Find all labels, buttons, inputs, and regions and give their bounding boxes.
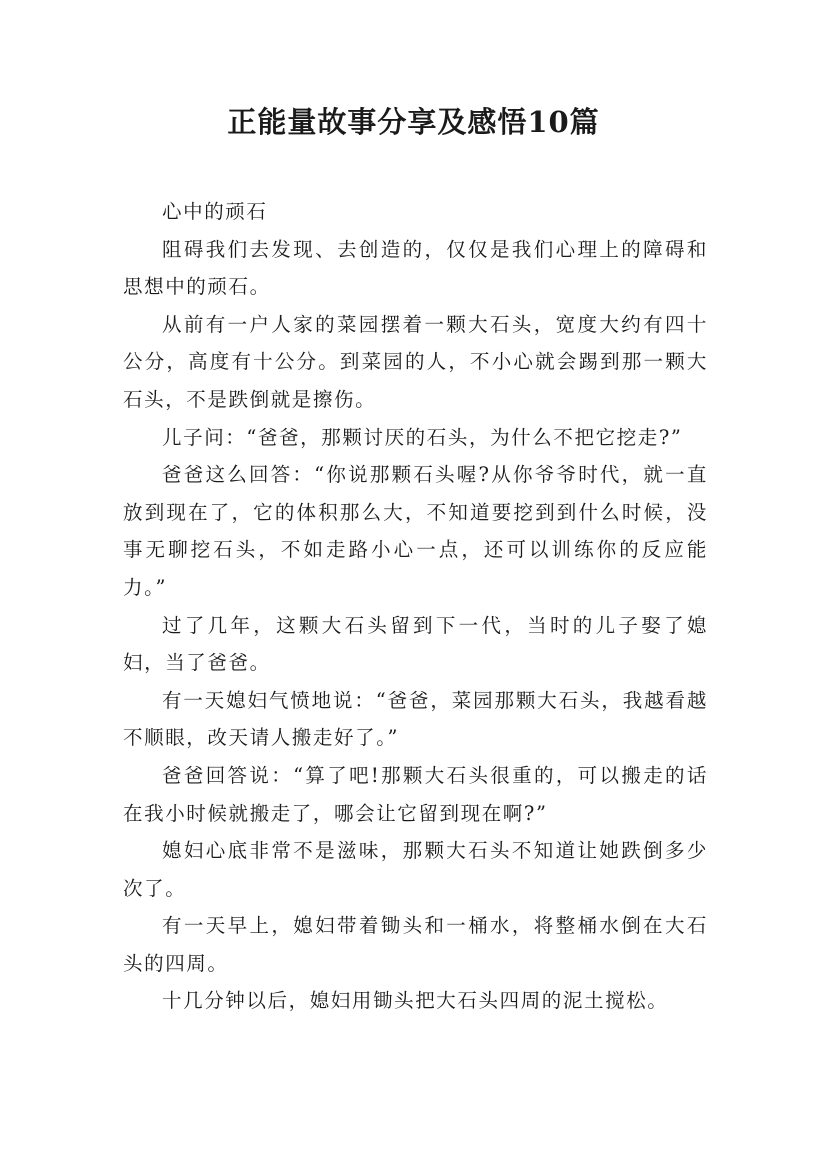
paragraph: 有一天媳妇气愤地说：“爸爸，菜园那颗大石头，我越看越不顺眼，改天请人搬走好了。” xyxy=(123,688,708,750)
paragraph: 过了几年，这颗大石头留到下一代，当时的儿子娶了媳妇，当了爸爸。 xyxy=(123,613,708,675)
paragraph: 十几分钟以后，媳妇用锄头把大石头四周的泥土搅松。 xyxy=(162,989,669,1013)
paragraph: 阻碍我们去发现、去创造的，仅仅是我们心理上的障碍和思想中的顽石。 xyxy=(123,237,708,299)
paragraph-heading: 心中的顽石 xyxy=(162,200,268,223)
paragraph: 有一天早上，媳妇带着锄头和一桶水，将整桶水倒在大石头的四周。 xyxy=(123,914,708,975)
paragraph: 儿子问：“爸爸，那颗讨厌的石头，为什么不把它挖走?” xyxy=(162,425,683,449)
document-title: 正能量故事分享及感悟10篇 xyxy=(227,105,600,139)
paragraph: 爸爸这么回答：“你说那颗石头喔?从你爷爷时代，就一直放到现在了，它的体积那么大，不知道要挖到到什么时候，没事无聊挖石头，不如走路小心一点，还可以训练你的反应能力。” xyxy=(123,463,708,599)
document-body xyxy=(123,193,708,1020)
paragraph: 爸爸回答说：“算了吧!那颗大石头很重的，可以搬走的话在我小时候就搬走了，哪会让它留到现在啊?” xyxy=(123,763,708,825)
paragraph: 媳妇心底非常不是滋味，那颗大石头不知道让她跌倒多少次了。 xyxy=(123,839,708,900)
paragraph: 从前有一户人家的菜园摆着一颗大石头，宽度大约有四十公分，高度有十公分。到菜园的人，不小心就会踢到那一颗大石头，不是跌倒就是擦伤。 xyxy=(123,312,708,411)
